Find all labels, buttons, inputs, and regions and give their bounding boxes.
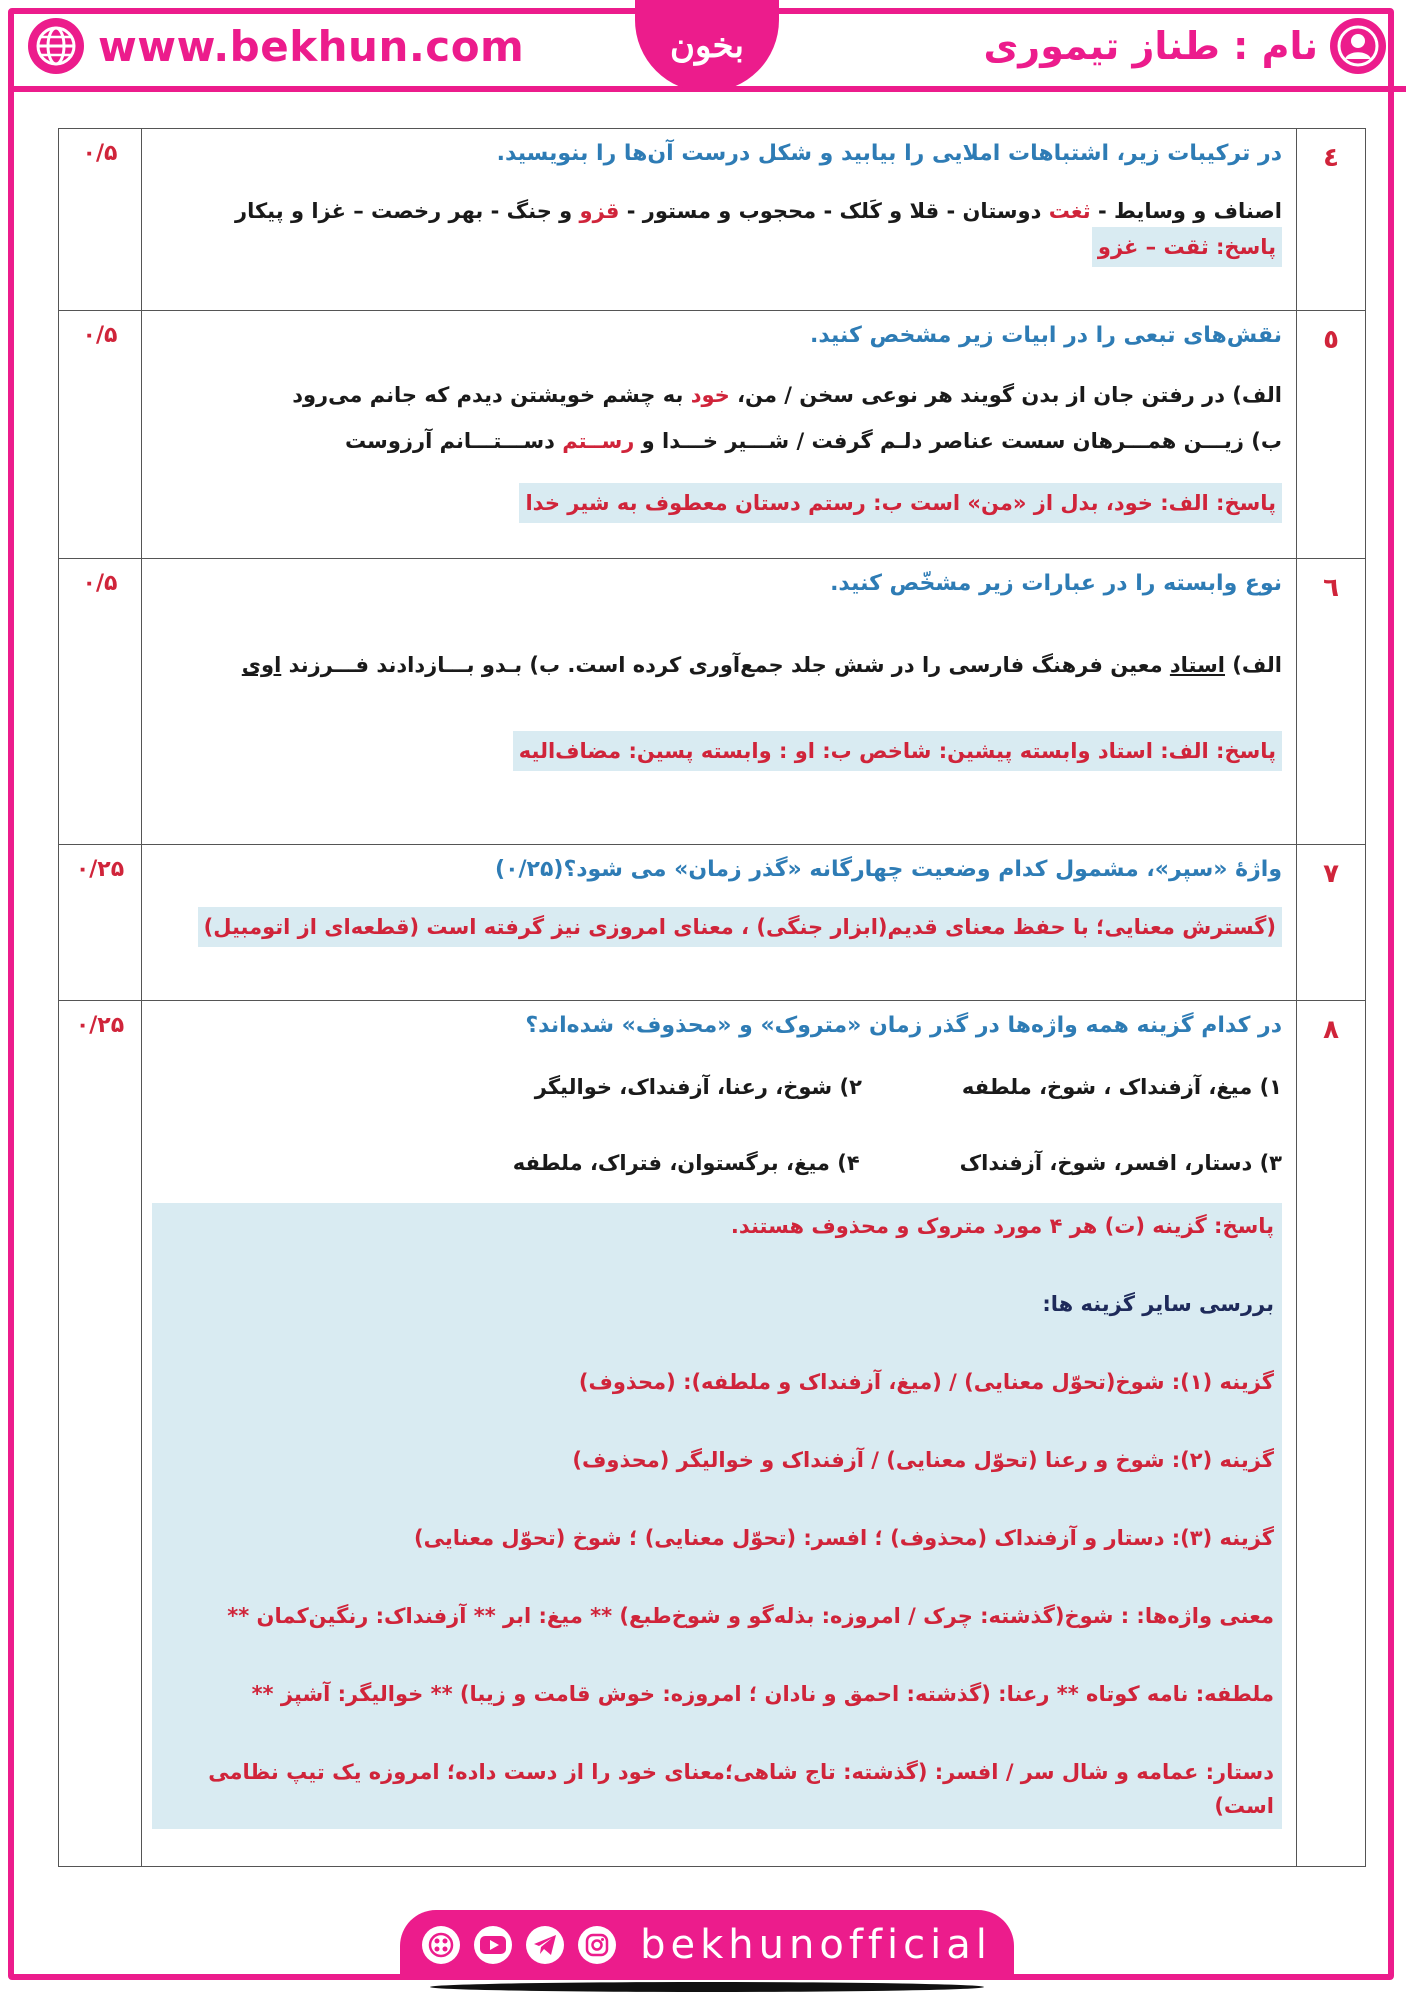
question-prompt: در کدام گزینه همه واژه‌ها در گذر زمان «متروک» و «محذوف» شده‌اند؟ bbox=[525, 1013, 1282, 1038]
page-header bbox=[0, 0, 1414, 92]
highlight-word: رســتم bbox=[562, 429, 635, 453]
highlight-word: قزو bbox=[579, 199, 620, 223]
verse-line bbox=[152, 425, 1282, 457]
question-text bbox=[152, 649, 1282, 681]
text-segment: ب) زیـــن همـــرهان سست عناصر دلـم گرفت / شـــیر خـــدا و bbox=[634, 429, 1282, 453]
question-row-7 bbox=[59, 845, 1366, 1001]
option-3: ۳) دستار، افسر، شوخ، آزفنداک bbox=[959, 1151, 1282, 1175]
question-score: ۰/۲۵ bbox=[59, 845, 142, 1001]
question-body bbox=[142, 129, 1297, 311]
answer-box: پاسخ: الف: استاد وابسته پیشین: شاخص ب: او : وابسته پسین: مضاف‌الیه bbox=[513, 731, 1282, 771]
text-segment: دســـتـــانم آرزوست bbox=[344, 429, 563, 453]
highlight-word: خود bbox=[690, 383, 730, 407]
question-number: ٦ bbox=[1297, 559, 1366, 845]
student-name-block bbox=[983, 18, 1386, 74]
answer-line: بررسی سایر گزینه ها: bbox=[1042, 1292, 1274, 1316]
answer-line: پاسخ: گزینه (ت) هر ۴ مورد متروک و محذوف هستند. bbox=[730, 1214, 1274, 1238]
question-body bbox=[142, 559, 1297, 845]
answer-box: (گسترش معنایی؛ با حفظ معنای قدیم(ابزار جنگی) ، معنای امروزی نیز گرفته است (قطعه‌ای از اتومبیل) bbox=[198, 907, 1282, 947]
options-row bbox=[152, 1147, 1282, 1179]
answer-line: گزینه (۱): شوخ(تحوّل معنایی) / (میغ، آزفنداک و ملطفه): (محذوف) bbox=[578, 1370, 1274, 1394]
brand-logo bbox=[635, 0, 779, 92]
text-segment: معین فرهنگ فارسی را در شش جلد جمع‌آوری کرده است. ب) بـدو بـــازدادند فـــرزند bbox=[281, 653, 1170, 677]
question-score: ۰/۵ bbox=[59, 129, 142, 311]
website-url[interactable]: www.bekhun.com bbox=[98, 21, 525, 71]
social-handle[interactable]: bekhunofficial bbox=[640, 1922, 992, 1968]
social-footer bbox=[400, 1910, 1014, 1980]
question-number: ٨ bbox=[1297, 1001, 1366, 1867]
option-2: ۲) شوخ، رعنا، آزفنداک، خوالیگر bbox=[534, 1075, 862, 1099]
text-segment: الف) bbox=[1224, 653, 1282, 677]
question-score: ۰/۵ bbox=[59, 559, 142, 845]
text-segment: اصناف و وسایط - bbox=[1090, 199, 1282, 223]
user-icon bbox=[1330, 18, 1386, 74]
question-prompt: در ترکیبات زیر، اشتباهات املایی را بیابید و شکل درست آن‌ها را بنویسید. bbox=[496, 141, 1282, 166]
question-prompt: نقش‌های تبعی را در ابیات زیر مشخص کنید. bbox=[809, 323, 1282, 348]
answer-line: گزینه (۳): دستار و آزفنداک (محذوف) ؛ افسر: (تحوّل معنایی) ؛ شوخ (تحوّل معنایی) bbox=[414, 1526, 1274, 1550]
student-name: نام : طناز تیموری bbox=[983, 24, 1318, 68]
question-body bbox=[142, 311, 1297, 559]
answer-line: معنی واژه‌ها: : شوخ(گذشته: چرک / امروزه: بذله‌گو و شوخ‌طبع) ** میغ: ابر ** آزفنداک: رنگین‌کمان ** bbox=[227, 1604, 1274, 1628]
option-1: ۱) میغ، آزفنداک ، شوخ، ملطفه bbox=[961, 1075, 1282, 1099]
question-number: ٥ bbox=[1297, 311, 1366, 559]
options-row bbox=[152, 1071, 1282, 1103]
underlined-word: اوی bbox=[241, 653, 282, 677]
question-score: ۰/۵ bbox=[59, 311, 142, 559]
question-prompt: واژۀ «سپر»، مشمول کدام وضعیت چهارگانه «گذر زمان» می شود؟(۰/۲۵) bbox=[495, 857, 1282, 882]
question-prompt: نوع وابسته را در عبارات زیر مشخّص کنید. bbox=[830, 571, 1282, 596]
youtube-icon[interactable] bbox=[474, 1926, 512, 1964]
answer-line: دستار: عمامه و شال سر / افسر: (گذشته: تاج شاهی؛معنای خود را از دست داده؛ امروزه یک تیپ نظامی است) bbox=[208, 1760, 1274, 1818]
verse-line bbox=[152, 379, 1282, 411]
highlight-word: ثغت bbox=[1048, 199, 1091, 223]
answer-line: ملطفه: نامه کوتاه ** رعنا: (گذشته: احمق و نادان ؛ امروزه: خوش قامت و زیبا) ** خوالیگر: آشپز ** bbox=[251, 1682, 1274, 1706]
question-body bbox=[142, 1001, 1297, 1867]
text-segment: و جنگ - بهر رخصت – غزا و پیکار bbox=[235, 199, 580, 223]
answer-box bbox=[152, 1203, 1282, 1829]
answer-box: پاسخ: ثقت – غزو bbox=[1092, 227, 1282, 267]
website-link[interactable] bbox=[28, 18, 524, 74]
question-row-8 bbox=[59, 1001, 1366, 1867]
question-text bbox=[152, 195, 1282, 227]
question-row-4 bbox=[59, 129, 1366, 311]
question-score: ۰/۲۵ bbox=[59, 1001, 142, 1867]
question-number: ٧ bbox=[1297, 845, 1366, 1001]
footer-shadow bbox=[430, 1982, 984, 1992]
text-segment: الف) در رفتن جان از بدن گویند هر نوعی سخن / من، bbox=[729, 383, 1282, 407]
aparat-icon[interactable] bbox=[422, 1926, 460, 1964]
answer-box: پاسخ: الف: خود، بدل از «من» است ب: رستم دستان معطوف به شیر خدا bbox=[519, 483, 1282, 523]
underlined-word: استاد bbox=[1169, 653, 1225, 677]
text-segment: دوستان - قلا و کَلک - محجوب و مستور - bbox=[619, 199, 1049, 223]
instagram-icon[interactable] bbox=[578, 1926, 616, 1964]
questions-table bbox=[58, 128, 1366, 1867]
answer-line: گزینه (۲): شوخ و رعنا (تحوّل معنایی) / آزفنداک و خوالیگر (محذوف) bbox=[572, 1448, 1274, 1472]
telegram-icon[interactable] bbox=[526, 1926, 564, 1964]
question-row-6 bbox=[59, 559, 1366, 845]
text-segment: به چشم خویشتن دیدم که جانم می‌رود bbox=[292, 383, 691, 407]
globe-icon bbox=[28, 18, 84, 74]
question-row-5 bbox=[59, 311, 1366, 559]
logo-text: بخون bbox=[670, 26, 744, 66]
question-number: ٤ bbox=[1297, 129, 1366, 311]
option-4: ۴) میغ، برگستوان، فتراک، ملطفه bbox=[512, 1151, 860, 1175]
question-body bbox=[142, 845, 1297, 1001]
